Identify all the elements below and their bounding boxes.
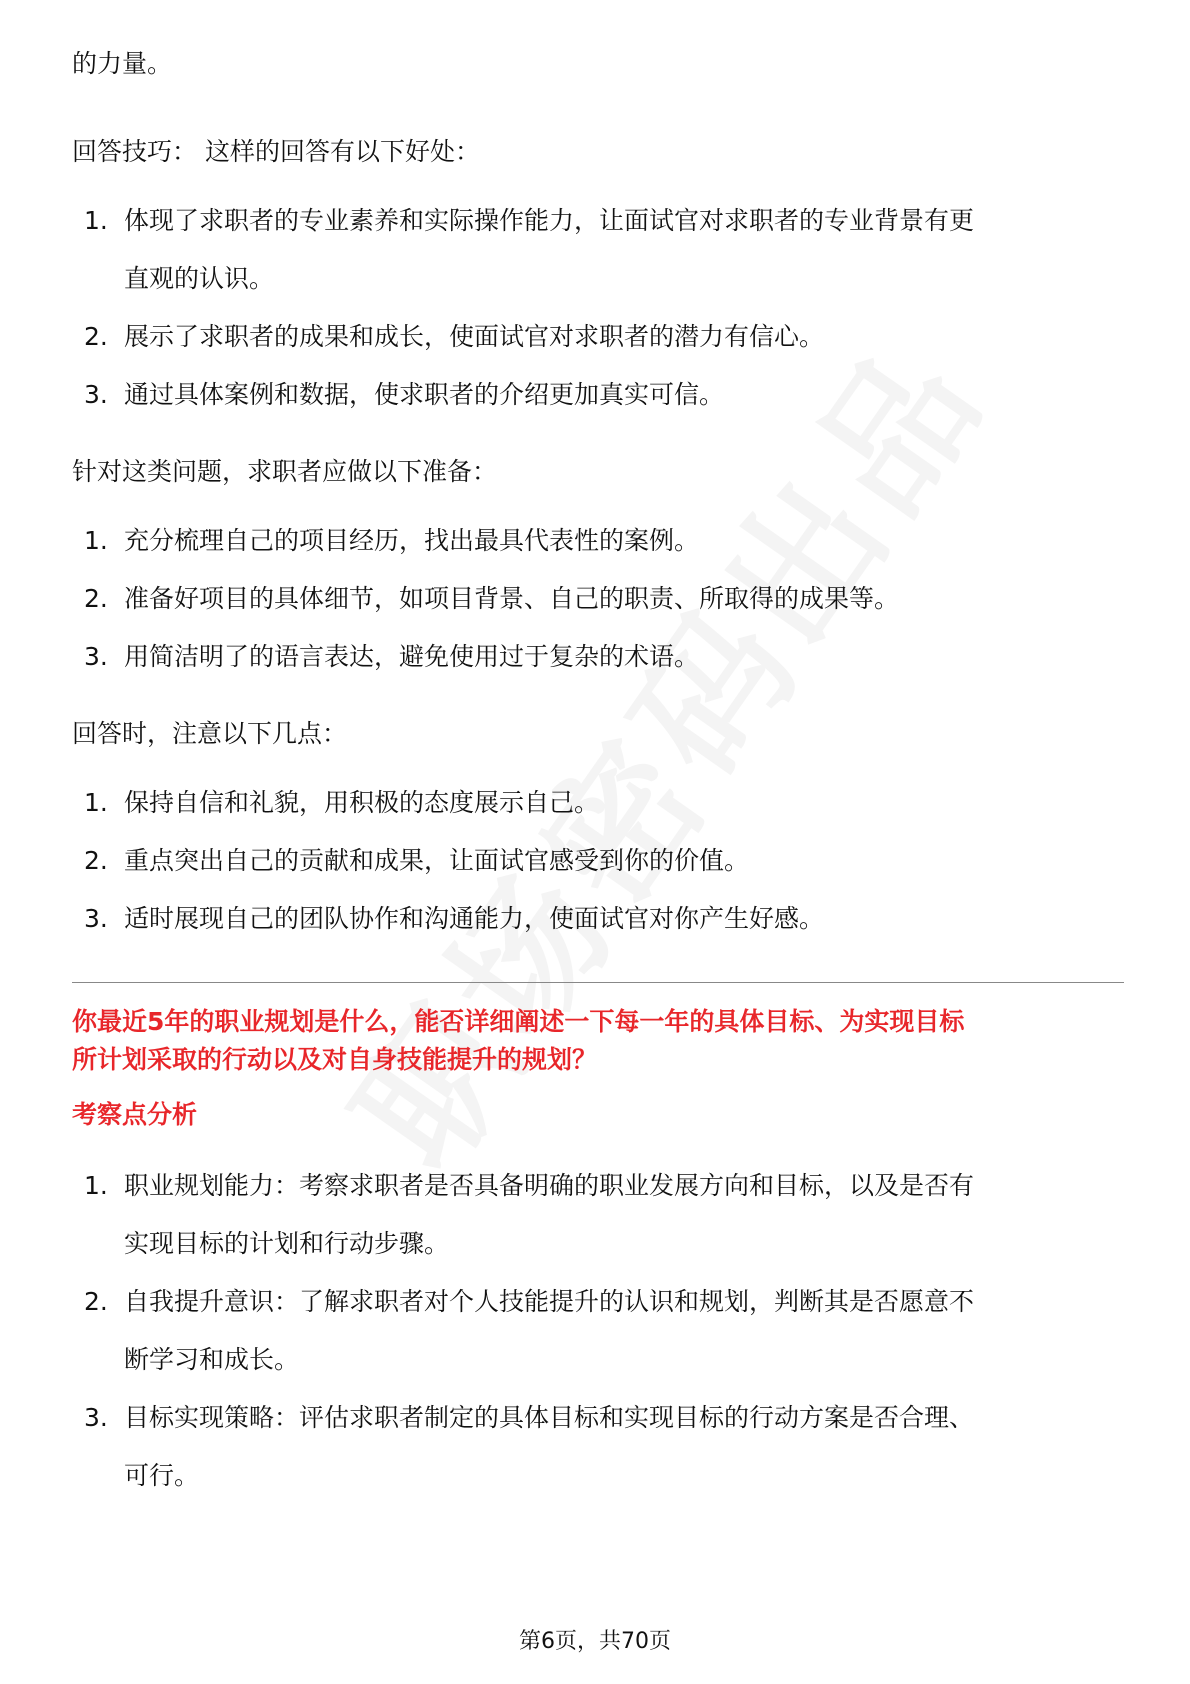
page-footer: 第6页，共70页 <box>519 1629 671 1654</box>
prep-list <box>72 512 1118 686</box>
question-line-2: 所计划采取的行动以及对自身技能提升的规划？ <box>72 1045 598 1074</box>
list-item <box>72 1389 1118 1505</box>
list-item <box>72 1273 1118 1389</box>
list-text-continued: 可行。 <box>124 1461 200 1490</box>
list-text: 用简洁明了的语言表达，避免使用过于复杂的术语。 <box>124 642 700 671</box>
list-text: 适时展现自己的团队协作和沟通能力，使面试官对你产生好感。 <box>124 904 825 933</box>
list-text: 重点突出自己的贡献和成果，让面试官感受到你的价值。 <box>124 846 750 875</box>
list-text-continued: 直观的认识。 <box>124 264 275 293</box>
list-number: 1. <box>84 1171 108 1200</box>
notes-list <box>72 774 1118 948</box>
list-text: 目标实现策略：评估求职者制定的具体目标和实现目标的行动方案是否合理、 <box>124 1403 975 1432</box>
list-item <box>72 1157 1118 1273</box>
section-divider <box>72 982 1124 983</box>
list-text: 职业规划能力：考察求职者是否具备明确的职业发展方向和目标，以及是否有 <box>124 1171 975 1200</box>
list-text: 保持自信和礼貌，用积极的态度展示自己。 <box>124 788 600 817</box>
list-text: 充分梳理自己的项目经历，找出最具代表性的案例。 <box>124 526 700 555</box>
list-text: 准备好项目的具体细节，如项目背景、自己的职责、所取得的成果等。 <box>124 584 900 613</box>
question-heading <box>72 1003 1118 1079</box>
list-text-continued: 断学习和成长。 <box>124 1345 300 1374</box>
notes-intro: 回答时，注意以下几点： <box>72 719 348 748</box>
list-number: 1. <box>84 526 108 555</box>
list-number: 3. <box>84 642 108 671</box>
list-number: 2. <box>84 1287 108 1316</box>
list-item <box>72 570 1118 628</box>
list-item <box>72 832 1118 890</box>
question-line-1: 你最近5年的职业规划是什么，能否详细阐述一下每一年的具体目标、为实现目标 <box>72 1007 965 1036</box>
list-item <box>72 192 1118 308</box>
page-content <box>72 44 1118 1505</box>
list-item <box>72 890 1118 948</box>
list-item <box>72 774 1118 832</box>
list-text: 通过具体案例和数据，使求职者的介绍更加真实可信。 <box>124 380 725 409</box>
list-text-continued: 实现目标的计划和行动步骤。 <box>124 1229 450 1258</box>
list-text: 自我提升意识：了解求职者对个人技能提升的认识和规划，判断其是否愿意不 <box>124 1287 975 1316</box>
list-item <box>72 628 1118 686</box>
lead-paragraph: 的力量。 <box>72 49 173 78</box>
list-number: 1. <box>84 788 108 817</box>
list-number: 3. <box>84 904 108 933</box>
list-item <box>72 366 1118 424</box>
analysis-title: 考察点分析 <box>72 1100 198 1129</box>
analysis-list <box>72 1157 1118 1505</box>
list-text: 展示了求职者的成果和成长，使面试官对求职者的潜力有信心。 <box>124 322 825 351</box>
list-number: 2. <box>84 322 108 351</box>
list-number: 3. <box>84 1403 108 1432</box>
list-number: 3. <box>84 380 108 409</box>
tips-list <box>72 192 1118 424</box>
tips-intro: 回答技巧： 这样的回答有以下好处： <box>72 137 480 166</box>
prep-intro: 针对这类问题，求职者应做以下准备： <box>72 457 498 486</box>
list-number: 2. <box>84 846 108 875</box>
list-item <box>72 512 1118 570</box>
list-text: 体现了求职者的专业素养和实际操作能力，让面试官对求职者的专业背景有更 <box>124 206 975 235</box>
list-number: 2. <box>84 584 108 613</box>
list-item <box>72 308 1118 366</box>
list-number: 1. <box>84 206 108 235</box>
